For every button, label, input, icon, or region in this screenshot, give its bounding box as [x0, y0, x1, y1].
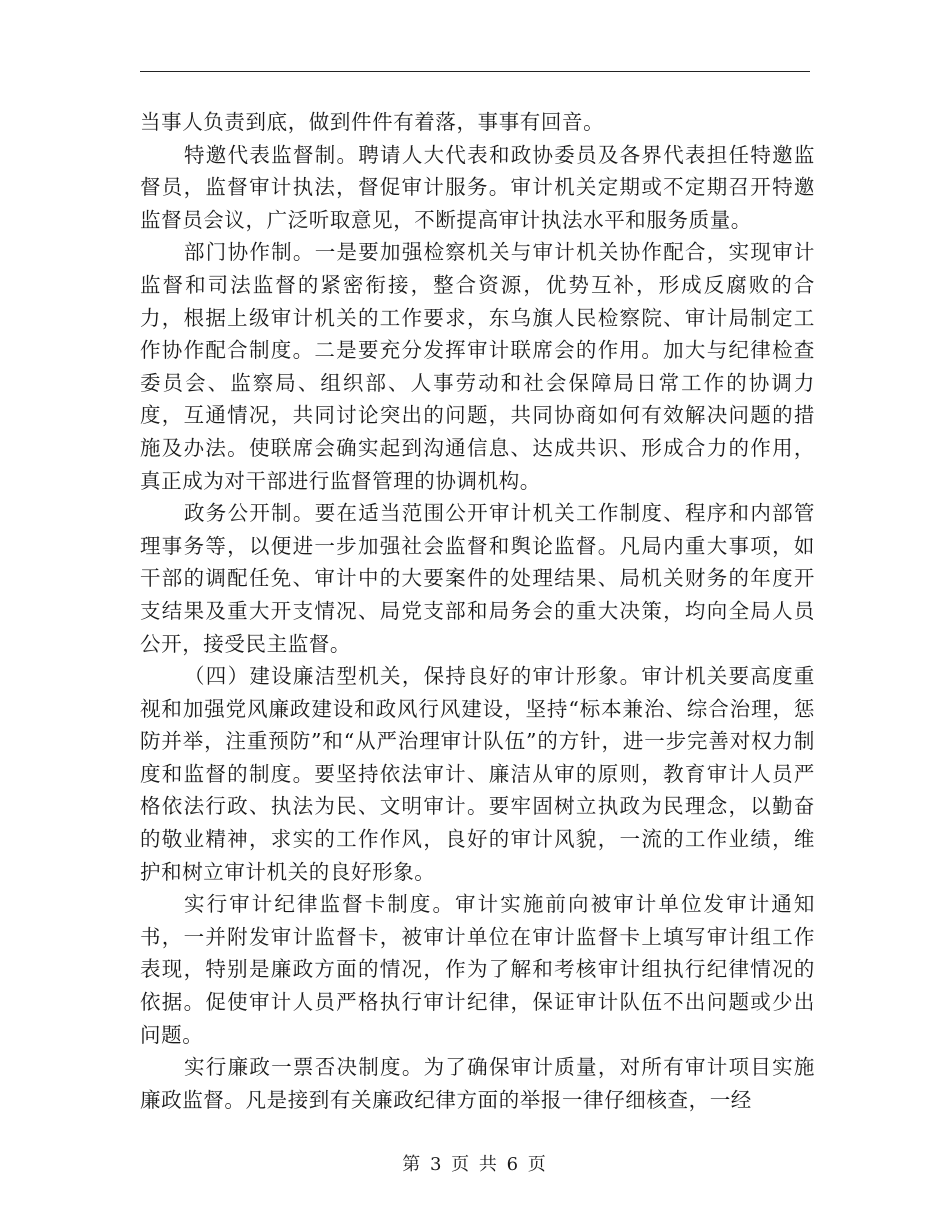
paragraph-clean-agency: （四）建设廉洁型机关，保持良好的审计形象。审计机关要高度重视和加强党风廉政建设和政风行风建设，坚持“标本兼治、综合治理，惩防并举，注重预防”和“从严治理审计队伍”的方针，进一步完善对权力制度和监督的制度。要坚持依法审计、廉洁从审的原则，教育审计人员严格依法行政、执法为民、文明审计。要牢固树立执政为民理念，以勤奋的敬业精神，求实的工作作风，良好的审计风貌，一流的工作业绩，维护和树立审计机关的良好形象。: [140, 664, 815, 884]
header-rule: [140, 71, 810, 72]
paragraph-special-supervisors: 特邀代表监督制。聘请人大代表和政协委员及各界代表担任特邀监督员，监督审计执法，督促审计服务。审计机关定期或不定期召开特邀监督员会议，广泛听取意见，不断提高审计执法水平和服务质量。: [140, 142, 815, 232]
paragraph-one-vote-veto: 实行廉政一票否决制度。为了确保审计质量，对所有审计项目实施廉政监督。凡是接到有关廉政纪律方面的举报一律仔细核查，一经: [140, 1055, 815, 1112]
paragraph-continuation: 当事人负责到底，做到件件有着落，事事有回音。: [140, 110, 605, 134]
paragraph-government-affairs-disclosure: 政务公开制。要在适当范围公开审计机关工作制度、程序和内部管理事务等，以便进一步加强社会监督和舆论监督。凡局内重大事项，如干部的调配任免、审计中的大要案件的处理结果、局机关财务的年度开支结果及重大开支情况、局党支部和局务会的重大决策，均向全局人员公开，接受民主监督。: [140, 501, 815, 656]
body-text: [140, 106, 815, 1116]
paragraph-department-cooperation: 部门协作制。一是要加强检察机关与审计机关协作配合，实现审计监督和司法监督的紧密衔接，整合资源，优势互补，形成反腐败的合力，根据上级审计机关的工作要求，东乌旗人民检察院、审计局制定工作协作配合制度。二是要充分发挥审计联席会的作用。加大与纪律检查委员会、监察局、组织部、人事劳动和社会保障局日常工作的协调力度，互通情况，共同讨论突出的问题，共同协商如何有效解决问题的措施及办法。使联席会确实起到沟通信息、达成共识、形成合力的作用，真正成为对干部进行监督管理的协调机构。: [140, 240, 815, 493]
paragraph-discipline-card: 实行审计纪律监督卡制度。审计实施前向被审计单位发审计通知书，一并附发审计监督卡，被审计单位在审计监督卡上填写审计组工作表现，特别是廉政方面的情况，作为了解和考核审计组执行纪律情况的依据。促使审计人员严格执行审计纪律，保证审计队伍不出问题或少出问题。: [140, 892, 815, 1047]
page-footer: 第 3 页 共 6 页: [402, 1154, 548, 1175]
